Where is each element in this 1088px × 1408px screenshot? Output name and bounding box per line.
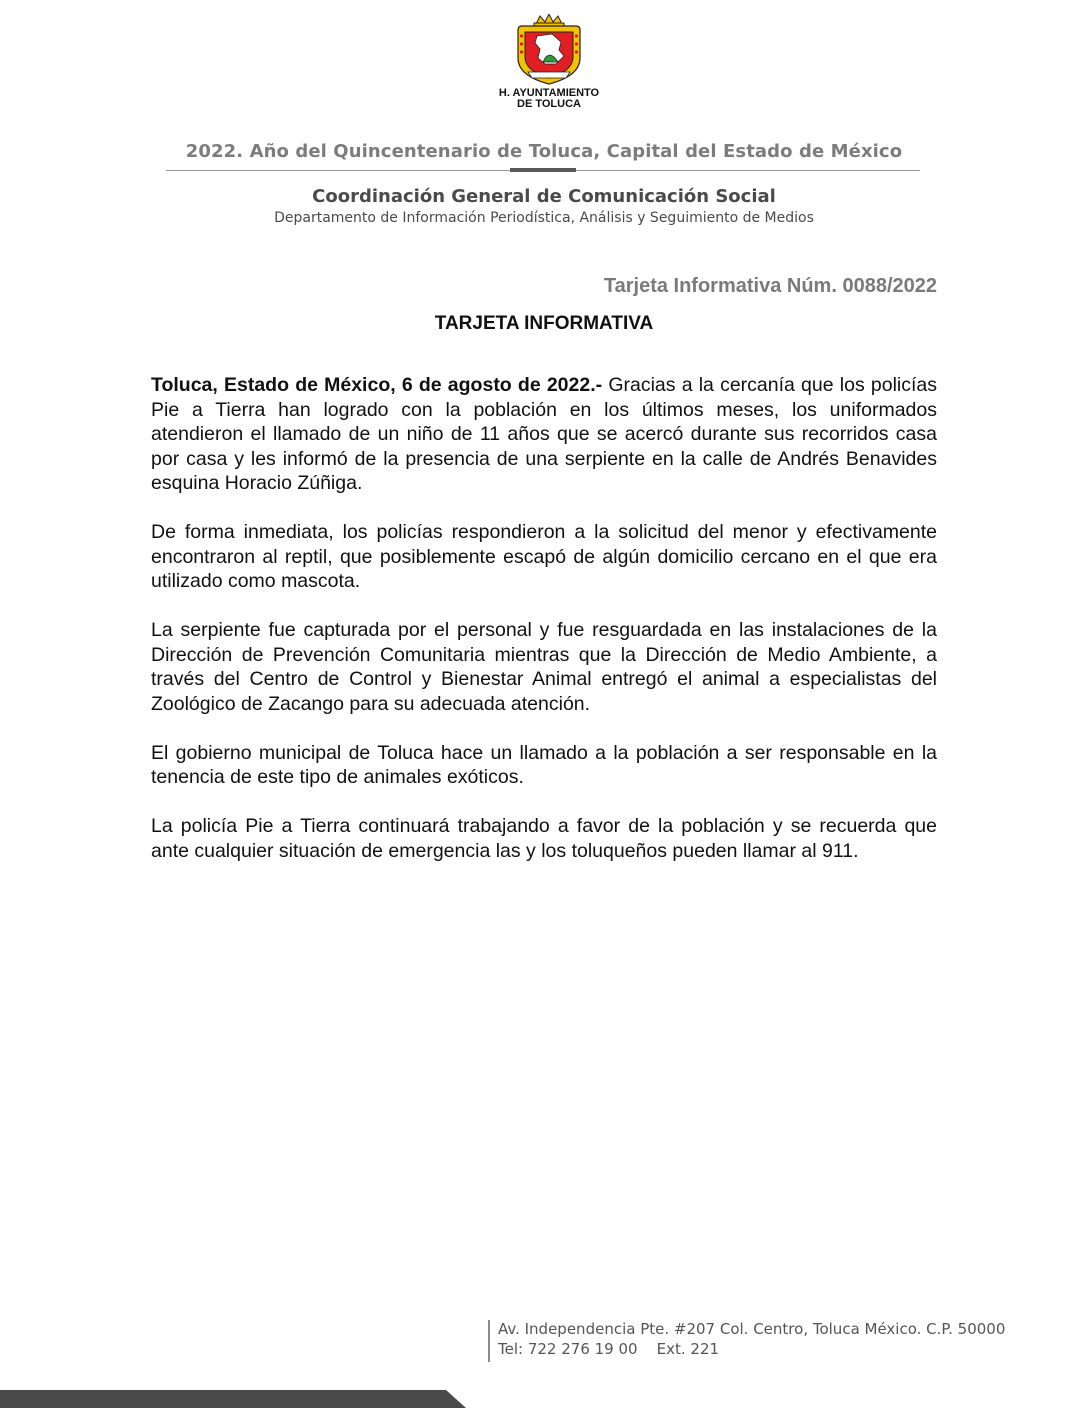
logo-caption xyxy=(494,88,604,110)
reference-number: Tarjeta Informativa Núm. 0088/2022 xyxy=(603,275,937,297)
footer-divider xyxy=(488,1320,490,1362)
footer-address: Av. Independencia Pte. #207 Col. Centro, Toluca México. C.P. 50000 xyxy=(498,1320,1006,1338)
footer-band xyxy=(0,1386,1088,1408)
toluca-coat-of-arms-icon xyxy=(512,14,586,86)
dateline: Toluca, Estado de México, 6 de agosto de 2022.- xyxy=(151,374,603,396)
sub-department-name: Departamento de Información Periodística, Análisis y Seguimiento de Medios xyxy=(274,210,814,226)
paragraph-2: De forma inmediata, los policías respondieron a la solicitud del menor y efectivamente encontraron al reptil, que posiblemente escapó de algún domicilio cercano en el que era utilizado como mascota. xyxy=(151,521,937,592)
paragraph-3: La serpiente fue capturada por el personal y fue resguardada en las instalaciones de la Dirección de Prevención Comunitaria mientras que la Dirección de Medio Ambiente, a través del Centro de Control y Bienestar Animal entregó el animal a especialistas del Zoológico de Zacango para su adecuada atención. xyxy=(151,619,937,715)
paragraph-4: El gobierno municipal de Toluca hace un llamado a la población a ser responsable en la tenencia de este tipo de animales exóticos. xyxy=(151,741,937,788)
logo-caption-line2: DE TOLUCA xyxy=(517,98,581,110)
header-divider-accent xyxy=(510,168,576,172)
paragraph-1 xyxy=(151,373,937,496)
document-title: TARJETA INFORMATIVA xyxy=(434,313,654,334)
paragraph-5: La policía Pie a Tierra continuará trabajando a favor de la población y se recuerda que ante cualquier situación de emergencia las y los toluqueños pueden llamar al 911. xyxy=(151,815,937,862)
document-body xyxy=(151,373,937,888)
paragraph-1-text: Gracias a la cercanía que los policías Pie a Tierra han logrado con la población en los últimos meses, los uniformados atendieron el llamado de un niño de 11 años que se acercó durante sus recorridos casa por casa y les informó de la presencia de una serpiente en la calle de Andrés Benavides esquina Horacio Zúñiga. xyxy=(151,374,937,494)
footer-phone: Tel: 722 276 19 00 Ext. 221 xyxy=(498,1340,720,1358)
municipal-logo xyxy=(494,14,604,110)
logo-caption-line1: H. AYUNTAMIENTO xyxy=(498,87,600,99)
department-name: Coordinación General de Comunicación Social xyxy=(312,186,776,207)
year-motto: 2022. Año del Quincentenario de Toluca, Capital del Estado de México xyxy=(185,141,903,162)
